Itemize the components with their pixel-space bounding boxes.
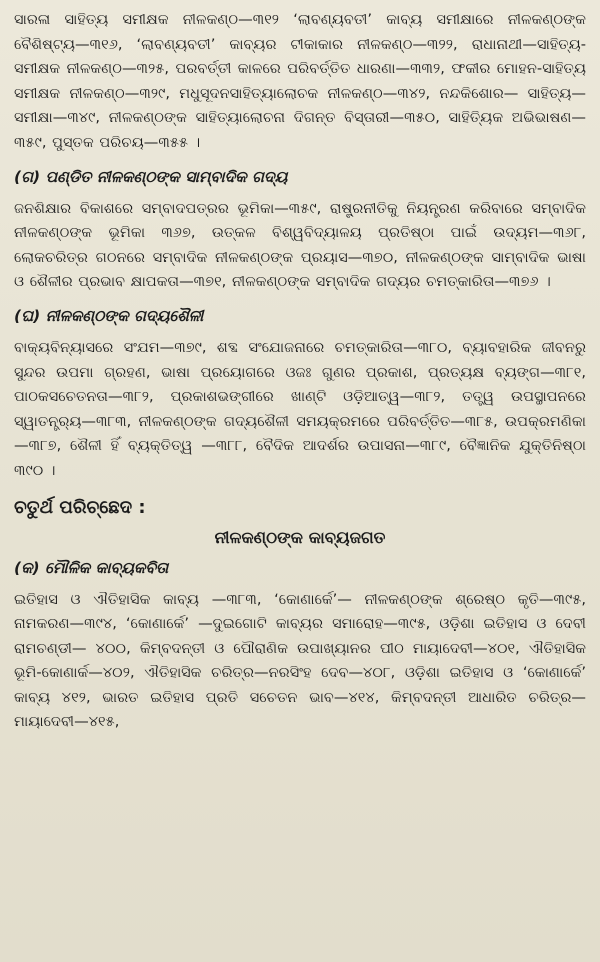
section-heading-journalistic-prose: (ଗ) ପଣ୍ଡିତ ନୀଳକଣ୍ଠଙ୍କ ସାମ୍ବାଦିକ ଗଦ୍ୟ xyxy=(14,167,288,186)
contents-paragraph-original-poetry: ଇତିହାସ ଓ ଐତିହାସିକ କାବ୍ୟ —୩୮୩, ‘କୋଣାର୍କେ’— ନୀଳକଣ୍ଠଙ୍କ ଶ୍ରେଷ୍ଠ କୃତି—୩୯୫, ନାମକରଣ—୩୯୪, ‘କୋଣାର୍କେ’ —ଦୁଇଗୋଟି କାବ୍ୟର ସମାରୋହ—୩୯୫, ଓଡ଼ିଶା ଇତିହାସ ଓ ଦେବୀ ରାମଚଣ୍ଡୀ— ୪୦୦, କିମ୍ବଦନ୍ତୀ ଓ ପୌରାଣିକ ଉପାଖ୍ୟାନର ପୀଠ ମାୟାଦେବୀ—୪୦୧, ଐତିହାସିକ ଭୂମି-କୋଣାର୍କ—୪୦୨, ଐତିହାସିକ ଚରିତ୍ର—ନରସିଂହ ଦେବ—୪୦୮, ଓଡ଼ିଶା ଇତିହାସ ଓ ‘କୋଣାର୍କେ’ କାବ୍ୟ ୪୧୨, ଭାରତ ଇତିହାସ ପ୍ରତି ସଚେତନ ଭାବ—୪୧୪, କିମ୍ବଦନ୍ତୀ ଆଧାରିତ ଚରିତ୍ର—ମାୟାଦେବୀ—୪୧୫, xyxy=(14,590,586,731)
contents-paragraph-literary-criticism: ସାରଳା ସାହିତ୍ୟ ସମୀକ୍ଷକ ନୀଳକଣ୍ଠ—୩୧୨ ‘ଲାବଣ୍ୟବତୀ’ କାବ୍ୟ ସମୀକ୍ଷାରେ ନୀଳକଣ୍ଠଙ୍କ ବୈଶିଷ୍ଟ୍ୟ—୩୧୬, ‘ଲାବଣ୍ୟବତୀ’ କାବ୍ୟର ଟୀକାକାର ନୀଳକଣ୍ଠ—୩୨୨, ରାଧାନାଥୀ—ସାହିତ୍ୟ-ସମୀକ୍ଷକ ନୀଳକଣ୍ଠ—୩୨୫, ପରବର୍ତ୍ତୀ କାଳରେ ପରିବର୍ତ୍ତିତ ଧାରଣା—୩୩୨, ଫକୀର ମୋହନ-ସାହିତ୍ୟ ସମୀକ୍ଷକ ନୀଳକଣ୍ଠ—୩୨୯, ମଧୁସୂଦନସାହିତ୍ୟାଲୋଚକ ନୀଳକଣ୍ଠ—୩୪୨, ନନ୍ଦକିଶୋର— ସାହିତ୍ୟ—ସମୀକ୍ଷା—୩୪୯, ନୀଳକଣ୍ଠଙ୍କ ସାହିତ୍ୟାଲୋଚନା ଦିଗନ୍ତ ବିସ୍ତାରୀ—୩୫୦, ସାହିତ୍ୟିକ ଅଭିଭାଷଣ—୩୫୯, ପୁସ୍ତକ ପରିଚୟ—୩୫୫ । xyxy=(14,11,586,151)
contents-paragraph-prose-style: ବାକ୍ୟବିନ୍ୟାସରେ ସଂଯମ—୩୭୯, ଶବ୍ଦ ସଂଯୋଜନାରେ ଚମତ୍କାରିତା—୩୮୦, ବ୍ୟାବହାରିକ ଜୀବନରୁ ସୁନ୍ଦର ଉପମା ଗ୍ରହଣ, ଭାଷା ପ୍ରୟୋଗରେ ଓଜଃ ଗୁଣର ପ୍ରକାଶ, ପ୍ରତ୍ୟକ୍ଷ ବ୍ୟଙ୍ଗ—୩୮୧, ପାଠକସଚେତନତା—୩୮୨, ପ୍ରକାଶଭଙ୍ଗୀରେ ଖାଣ୍ଟି ଓଡ଼ିଆତ୍ୱ—୩୮୨, ତତ୍ତ୍ୱ ଉପସ୍ଥାପନରେ ସ୍ୱାତନ୍ତ୍ର୍ୟ—୩୮୩, ନୀଳକଣ୍ଠଙ୍କ ଗଦ୍ୟଶୈଳୀ ସମୟକ୍ରମରେ ପରିବର୍ତ୍ତିତ—୩୮୫, ଉପକ୍ରମଣିକା—୩୮୭, ଶୈଳୀ ହିଁ ବ୍ୟକ୍ତିତ୍ୱ —୩୮୮, ବୈଦିକ ଆଦର୍ଶର ଉପାସନା—୩୮୯, ବୈଜ୍ଞାନିକ ଯୁକ୍ତିନିଷ୍ଠା ୩୯୦ । xyxy=(14,338,586,479)
section-heading-prose-style: (ଘ) ନୀଳକଣ୍ଠଙ୍କ ଗଦ୍ୟଶୈଳୀ xyxy=(14,306,204,325)
section-heading-original-poetry: (କ) ମୌଳିକ କାବ୍ୟକବିତା xyxy=(14,558,169,577)
chapter-title: ନୀଳକଣ୍ଠଙ୍କ କାବ୍ୟଜଗତ xyxy=(214,527,386,547)
contents-paragraph-journalistic-prose: ଜନଶିକ୍ଷାର ବିକାଶରେ ସମ୍ବାଦପତ୍ରର ଭୂମିକା—୩୫୯, ରାଷ୍ଟ୍ରନୀତିକୁ ନିୟନ୍ତ୍ରଣ କରିବାରେ ସମ୍ବାଦିକ ନୀଳକଣ୍ଠଙ୍କ ଭୂମିକା ୩୬୭, ଉତ୍କଳ ବିଶ୍ୱବିଦ୍ୟାଳୟ ପ୍ରତିଷ୍ଠା ପାଇଁ ଉଦ୍ୟମ—୩୬୮, ଲୋକଚରିତ୍ର ଗଠନରେ ସମ୍ବାଦିକ ନୀଳକଣ୍ଠଙ୍କ ପ୍ରୟାସ—୩୭୦, ନୀଳକଣ୍ଠଙ୍କ ସାମ୍ବାଦିକ ଭାଷା ଓ ଶୈଳୀର ପ୍ରଭାବ କ୍ଷାପକତା—୩୭୧, ନୀଳକଣ୍ଠଙ୍କ ସମ୍ବାଦିକ ଗଦ୍ୟର ଚମତ୍କାରିତା—୩୭୬ । xyxy=(14,199,586,291)
chapter-label: ଚତୁର୍ଥ ପରିଚ୍ଛେଦ : xyxy=(14,496,146,518)
